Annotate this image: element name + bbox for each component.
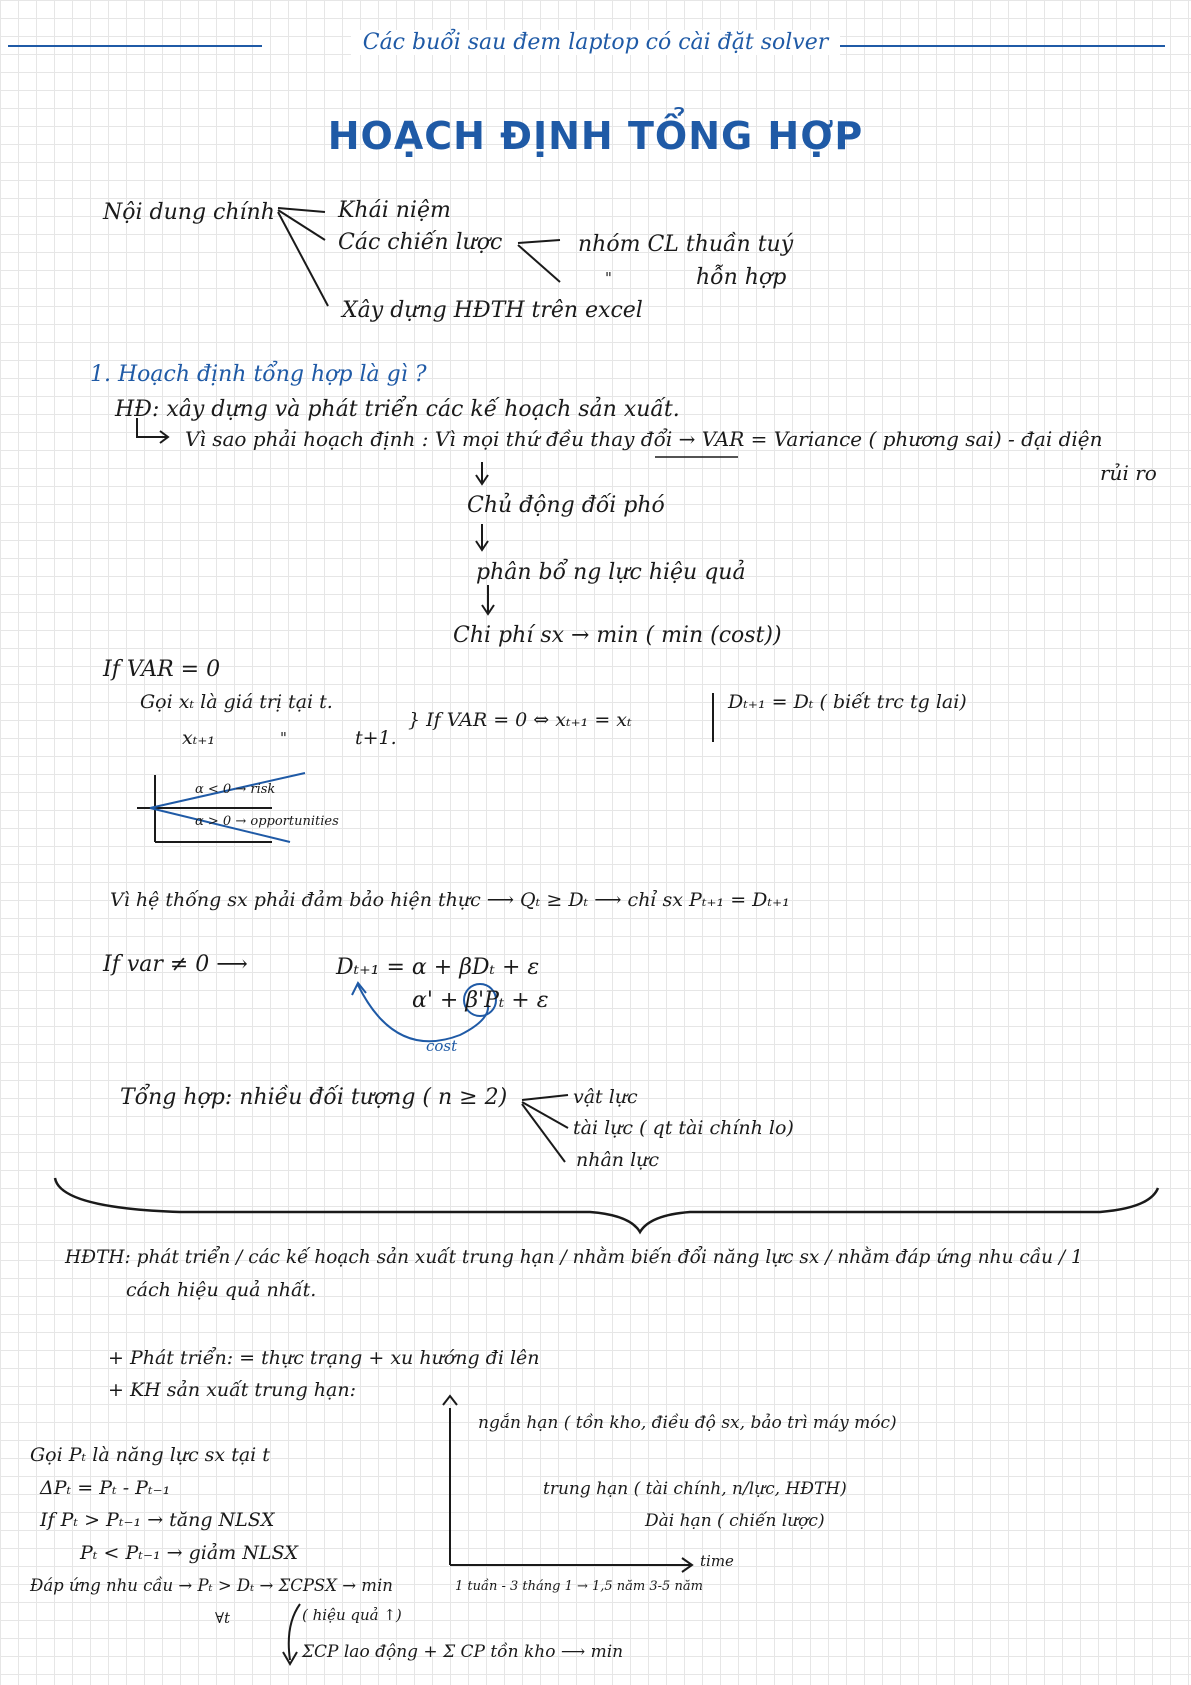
timeline-short: ngắn hạn ( tồn kho, điều độ sx, bảo trì máy móc) xyxy=(478,1413,897,1433)
var-zero-line1: Gọi xₜ là giá trị tại t. xyxy=(140,691,333,713)
outline-root: Nội dung chính xyxy=(103,200,275,225)
system-line: Vì hệ thống sx phải đảm bảo hiện thực ⟶ Qₜ ≥ Dₜ ⟶ chỉ sx Pₜ₊₁ = Dₜ₊₁ xyxy=(110,889,790,911)
outline-item-excel: Xây dựng HĐTH trên excel xyxy=(342,298,643,323)
why-plan: Vì sao phải hoạch định : Vì mọi thứ đều thay đổi → VAR = Variance ( phương sai) - đại diện xyxy=(185,427,1103,451)
chain-step-3: Chi phí sx → min ( min (cost)) xyxy=(453,623,782,648)
var-zero-ditto: " xyxy=(280,729,287,747)
capacity-l2: ΔPₜ = Pₜ - Pₜ₋₁ xyxy=(40,1477,171,1499)
chain-step-1: Chủ động đối phó xyxy=(467,493,665,518)
capacity-l4: Pₜ < Pₜ₋₁ → giảm NLSX xyxy=(80,1542,298,1564)
timeline-medium: trung hạn ( tài chính, n/lực, HĐTH) xyxy=(543,1479,847,1499)
timeline-ticks: 1 tuần - 3 tháng 1 → 1,5 năm 3-5 năm xyxy=(455,1579,703,1594)
header-note xyxy=(0,30,1191,55)
tonghop-finance: tài lực ( qt tài chính lo) xyxy=(573,1117,794,1139)
capacity-l5: Đáp ứng nhu cầu → Pₜ > Dₜ → ΣCPSX → min xyxy=(30,1576,393,1595)
hdth-line2: cách hiệu quả nhất. xyxy=(126,1279,317,1301)
cost-label: cost xyxy=(426,1037,458,1055)
capacity-l7: ( hiệu quả ↑) xyxy=(302,1606,402,1624)
var-zero-right: Dₜ₊₁ = Dₜ ( biết trc tg lai) xyxy=(728,691,967,713)
var-zero-line2b: t+1. xyxy=(355,727,397,749)
page-title: HOẠCH ĐỊNH TỔNG HỢP xyxy=(327,114,864,158)
var-nonzero-eq1: Dₜ₊₁ = α + βDₜ + ε xyxy=(336,955,540,980)
timeline-axis-label: time xyxy=(700,1552,734,1570)
capacity-l8: ΣCP lao động + Σ CP tồn kho ⟶ min xyxy=(302,1642,624,1662)
capacity-l6: ∀t xyxy=(215,1609,231,1627)
var-nonzero-eq2: α' + β'Pₜ + ε xyxy=(412,988,549,1013)
definition: HĐ: xây dựng và phát triển các kế hoạch sản xuất. xyxy=(115,397,680,422)
hdth-line1: HĐTH: phát triển / các kế hoạch sản xuất trung hạn / nhằm biến đổi năng lực sx / nhằm đáp ứng nhu cầu / 1 xyxy=(65,1247,1083,1268)
tonghop-main: Tổng hợp: nhiều đối tượng ( n ≥ 2) xyxy=(120,1085,508,1110)
outline-item-strategies: Các chiến lược xyxy=(338,230,503,255)
var-zero-mid: } If VAR = 0 ⇔ xₜ₊₁ = xₜ xyxy=(408,709,632,731)
bullet-develop: + Phát triển: = thực trạng + xu hướng đi lên xyxy=(108,1347,540,1369)
capacity-l1: Gọi Pₜ là năng lực sx tại t xyxy=(30,1444,270,1466)
bullet-midterm: + KH sản xuất trung hạn: xyxy=(108,1379,356,1401)
outline-sub-pure: nhóm CL thuần tuý xyxy=(578,232,794,257)
tonghop-material: vật lực xyxy=(573,1086,638,1108)
outline-ditto: " xyxy=(605,269,612,287)
why-plan-cont: rủi ro xyxy=(1100,461,1157,485)
header-note-text: Các buổi sau đem laptop có cài đặt solver xyxy=(351,30,841,55)
tonghop-human: nhân lực xyxy=(576,1149,660,1171)
var-zero-cond: If VAR = 0 xyxy=(103,657,221,682)
outline-item-concept: Khái niệm xyxy=(338,198,451,223)
var-zero-line2a: xₜ₊₁ xyxy=(182,727,216,749)
capacity-l3: If Pₜ > Pₜ₋₁ → tăng NLSX xyxy=(40,1509,275,1531)
chain-step-2: phân bổ ng lực hiệu quả xyxy=(476,560,746,585)
section-heading: 1. Hoạch định tổng hợp là gì ? xyxy=(90,362,427,387)
outline-sub-mixed: hỗn hợp xyxy=(696,265,787,290)
timeline-long: Dài hạn ( chiến lược) xyxy=(645,1511,825,1531)
graph-opportunities-label: α > 0 → opportunities xyxy=(195,814,339,829)
graph-risk-label: α < 0 → risk xyxy=(195,782,276,797)
var-nonzero-cond: If var ≠ 0 ⟶ xyxy=(103,952,248,977)
